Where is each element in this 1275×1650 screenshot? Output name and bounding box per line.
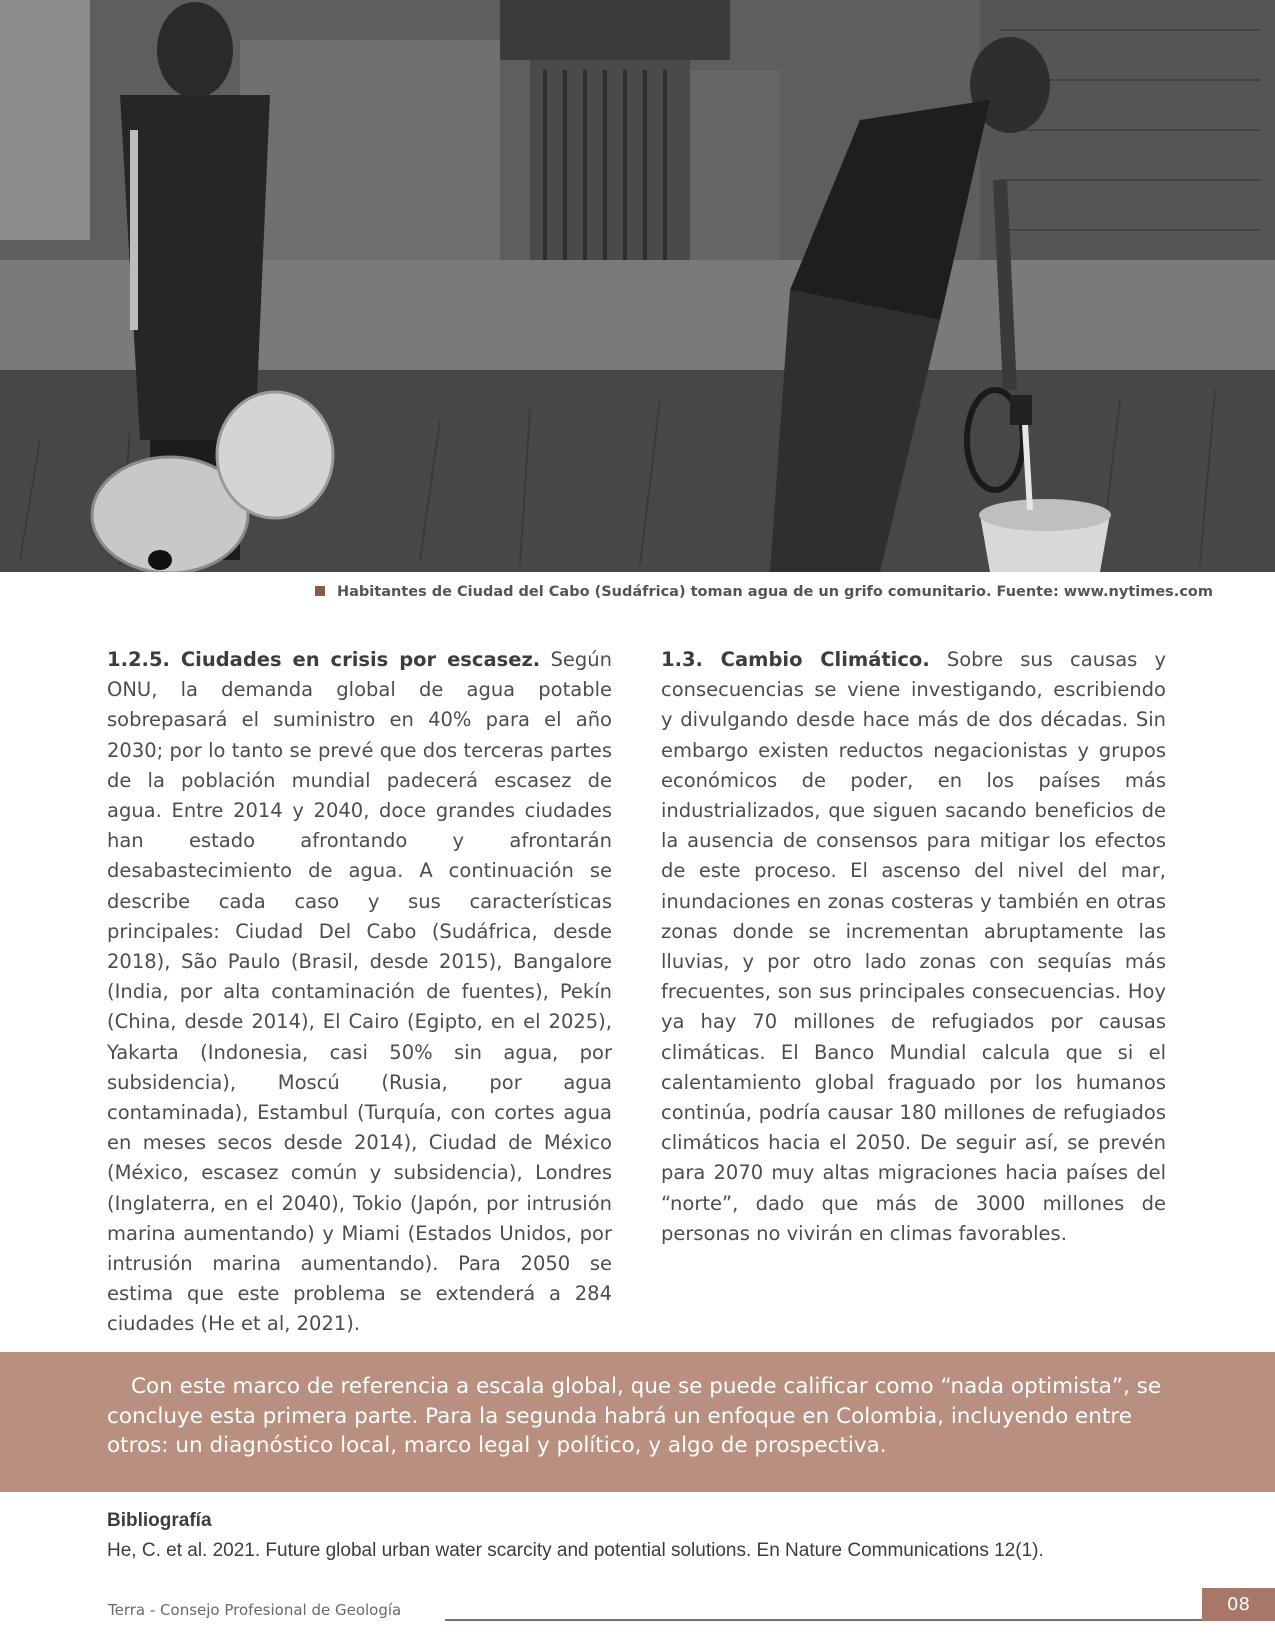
bibliography-entry: He, C. et al. 2021. Future global urban water scarcity and potential solutions. En Nature Communications 12(1). [107,1540,1044,1561]
section-heading-ciudades: 1.2.5. Ciudades en crisis por escasez. [107,648,541,671]
section-body-ciudades: Según ONU, la demanda global de agua potable sobrepasará el suministro en 40% para el año 2030; por lo tanto se prevé que dos terceras partes de la población mundial padecerá escasez de agua. Entre 2014 y 2040, doce grandes ciudades han estado afrontando y afrontarán desabastecimiento de agua. A continuación se describe cada caso y sus características principales: Ciudad Del Cabo (Sudáfrica, desde 2018), São Paulo (Brasil, desde 2015), Bangalore (India, por alta contaminación de fuentes), Pekín (China, desde 2014), El Cairo (Egipto, en el 2025), Yakarta (Indonesia, casi 50% sin agua, por subsidencia), Moscú (Rusia, por agua contaminada), Estambul (Turquía, con cortes agua en meses secos desde 2014), Ciudad de México (México, escasez común y subsidencia), Londres (Inglaterra, en el 2040), Tokio (Japón, por intrusión marina aumentando) y Miami (Estados Unidos, por intrusión marina aumentando). Para 2050 se estima que este problema se extenderá a 284 ciudades (He et al, 2021). [107,648,613,1336]
section-heading-cambio-climatico: 1.3. Cambio Climático. [661,648,930,671]
header-photo [0,0,1275,572]
footer-publication: Terra - Consejo Profesional de Geología [108,1601,402,1619]
footer-divider [445,1619,1202,1621]
section-body-cambio-climatico: Sobre sus causas y consecuencias se viene investigando, escribiendo y divulgando desde hace más de dos décadas. Sin embargo existen reductos negacionistas y grupos económicos de poder, en los países más industrializados, que siguen sacando beneficios de la ausencia de consensos para mitigar los efectos de este proceso. El ascenso del nivel del mar, inundaciones en zonas costeras y también en otras zonas donde se incrementan abruptamente las lluvias, y por otro lado zonas con sequías más frecuentes, son sus principales consecuencias. Hoy ya hay 70 millones de refugiados por causas climáticas. El Banco Mundial calcula que si el calentamiento global fraguado por los humanos continúa, podría causar 180 millones de refugiados climáticos hacia el 2050. De seguir así, se prevén para 2070 muy altas migraciones hacia países del “norte”, dado que más de 3000 millones de personas no vivirán en climas favorables. [661,648,1166,1245]
caption-marker-icon [315,586,325,596]
photo-caption [315,584,1213,604]
caption-text: Habitantes de Ciudad del Cabo (Sudáfrica) toman agua de un grifo comunitario. Fuente: www.nytimes.com [337,584,1213,600]
highlight-text: Con este marco de referencia a escala global, que se puede calificar como “nada optimista”, se concluye esta primera parte. Para la segunda habrá un enfoque en Colombia, incluyendo entre otros: un diagnóstico local, marco legal y político, y algo de prospectiva. [107,1374,1162,1458]
photo-illustration [0,0,1275,572]
bibliography-title: Bibliografía [107,1510,212,1531]
page-number: 08 [1202,1588,1275,1621]
left-column-article [107,645,612,1340]
right-column-article [661,645,1166,1249]
